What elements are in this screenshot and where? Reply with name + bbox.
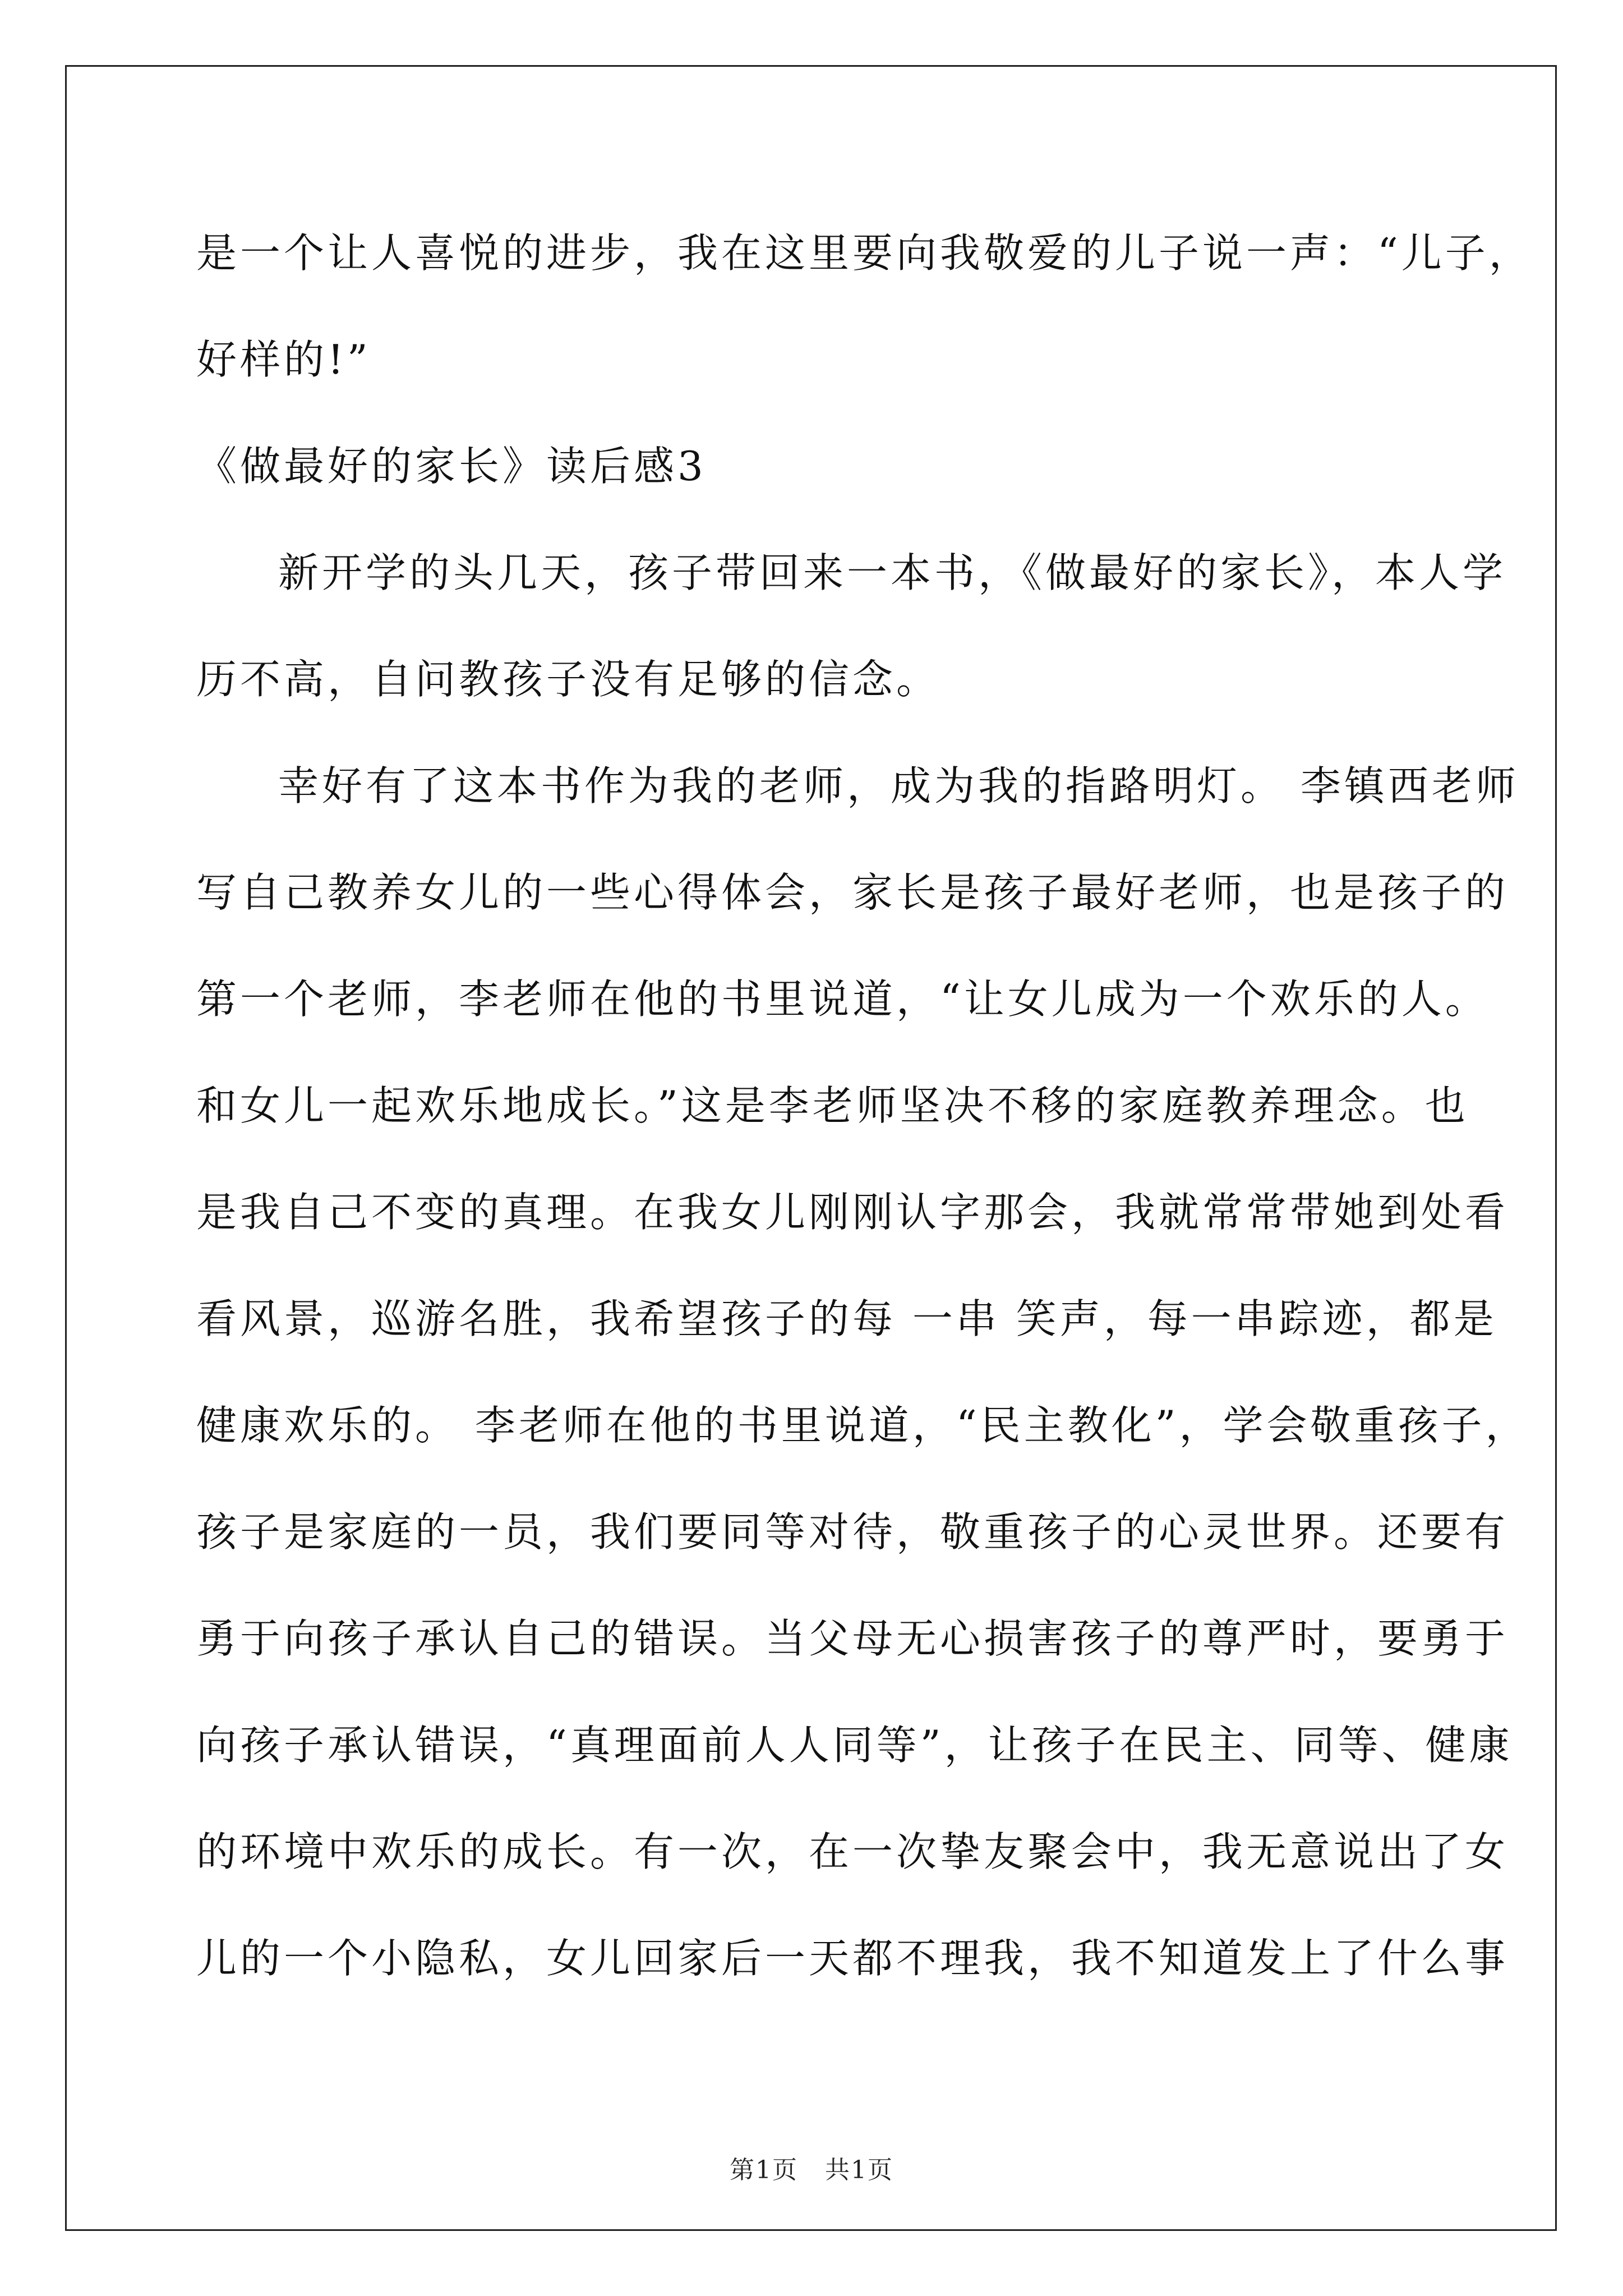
text-line: 健康欢乐的。 李老师在他的书里说道，“民主教化”，学会敬重孩子， bbox=[196, 1402, 1529, 1449]
text-line: 的环境中欢乐的成长。有一次，在一次挚友聚会中，我无意说出了女 bbox=[196, 1828, 1509, 1875]
text-line: 写自己教养女儿的一些心得体会，家长是孩子最好老师，也是孩子的 bbox=[196, 869, 1509, 916]
document-body bbox=[196, 220, 1533, 2032]
section-heading: 《做最好的家长》读后感3 bbox=[196, 443, 707, 490]
text-line: 第一个老师，李老师在他的书里说道，“让女儿成为一个欢乐的人。 bbox=[196, 976, 1489, 1023]
text-line: 儿的一个小隐私，女儿回家后一天都不理我，我不知道发上了什么事 bbox=[196, 1935, 1509, 1982]
paragraph-start-line: 新开学的头几天，孩子带回来一本书，《做最好的家长》，本人学 bbox=[278, 549, 1507, 596]
text-line: 勇于向孩子承认自己的错误。当父母无心损害孩子的尊严时，要勇于 bbox=[196, 1615, 1509, 1662]
page-number-footer: 第1页 共1页 bbox=[730, 2156, 893, 2184]
text-line: 孩子是家庭的一员，我们要同等对待，敬重孩子的心灵世界。还要有 bbox=[196, 1508, 1509, 1556]
text-line: 向孩子承认错误，“真理面前人人同等”，让孩子在民主、同等、健康 bbox=[196, 1722, 1513, 1769]
paragraph-start-line: 幸好有了这本书作为我的老师，成为我的指路明灯。 李镇西老师 bbox=[278, 762, 1519, 809]
text-line: 是一个让人喜悦的进步，我在这里要向我敬爱的儿子说一声：“儿子， bbox=[196, 229, 1533, 277]
text-line: 好样的!” bbox=[196, 336, 371, 383]
text-line: 和女儿一起欢乐地成长。”这是李老师坚决不移的家庭教养理念。也 bbox=[196, 1082, 1469, 1129]
text-line: 是我自己不变的真理。在我女儿刚刚认字那会，我就常常带她到处看 bbox=[196, 1189, 1509, 1236]
text-line: 历不高，自问教孩子没有足够的信念。 bbox=[196, 656, 940, 703]
text-line: 看风景，巡游名胜，我希望孩子的每 一串 笑声，每一串踪迹，都是 bbox=[196, 1295, 1497, 1342]
